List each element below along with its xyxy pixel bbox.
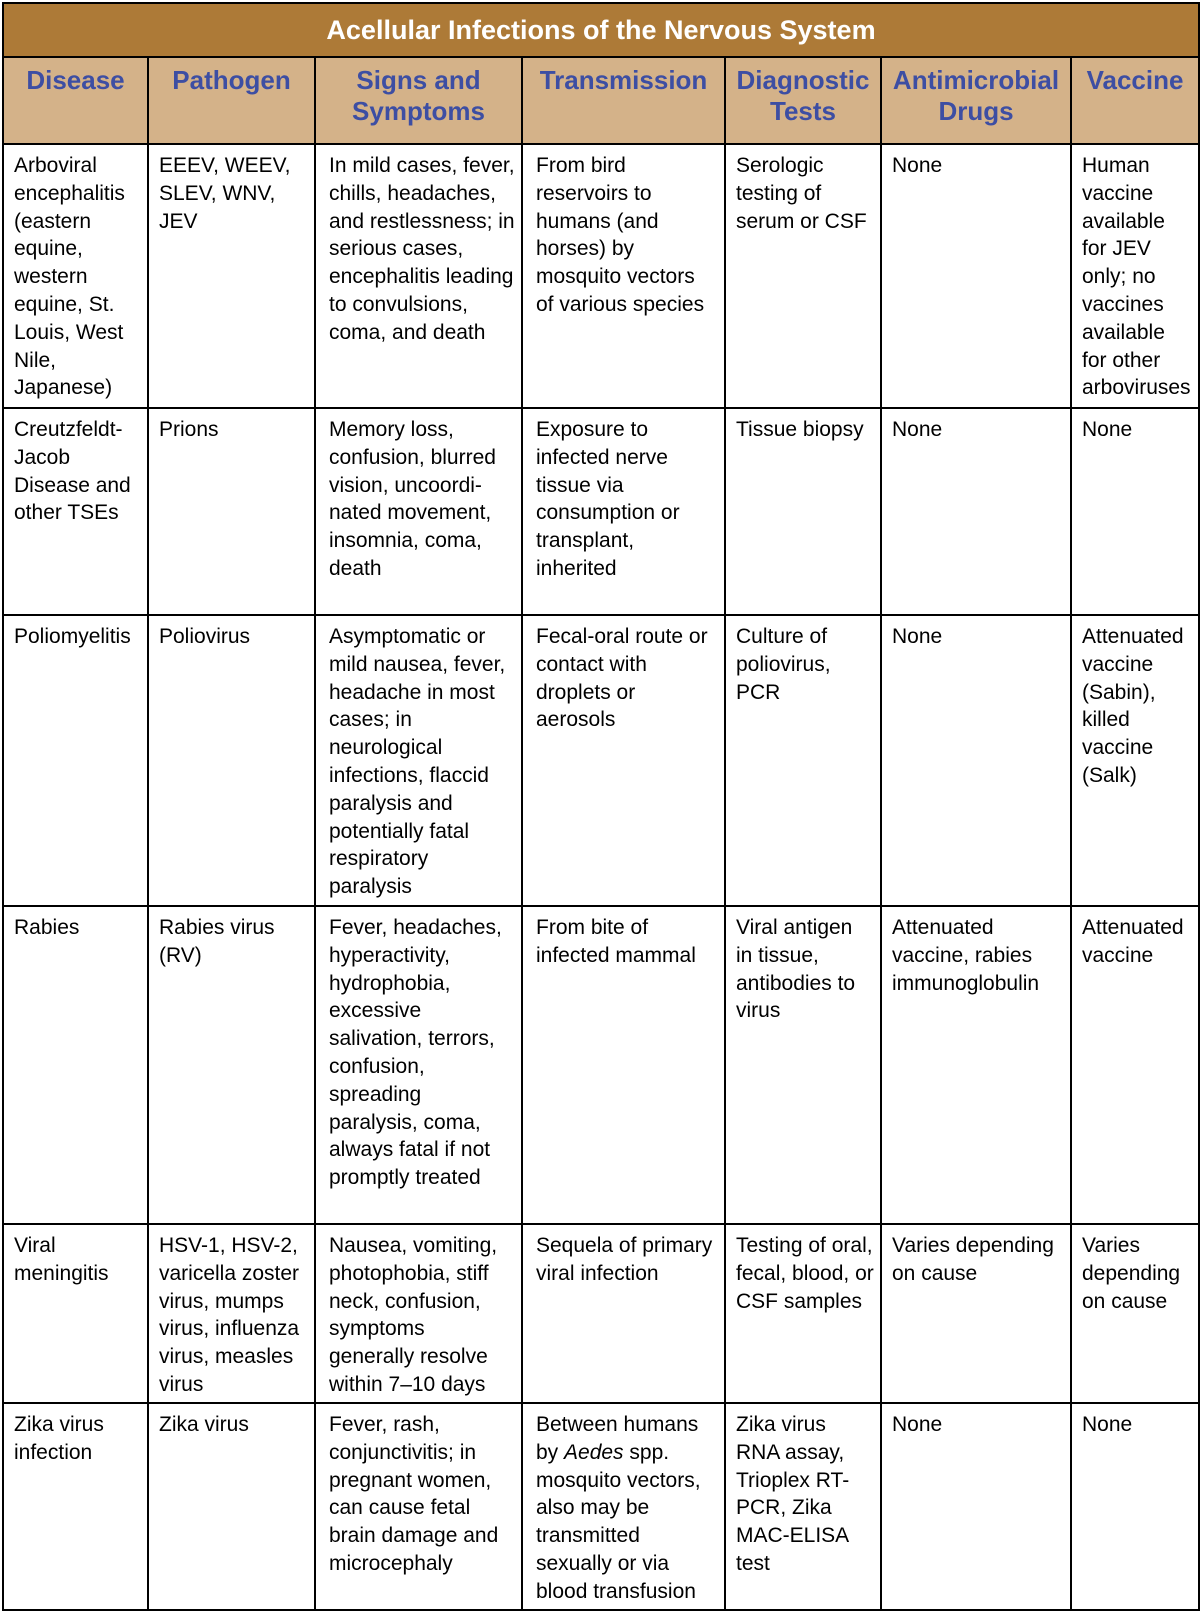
header-pathogen: Pathogen xyxy=(148,57,315,144)
cell-diagnostic-tests: Tissue biopsy xyxy=(725,408,881,615)
cell-transmission: Between humans by Aedes spp. mosquito vectors, also may be transmitted sexually or via blood transfusion xyxy=(522,1403,725,1610)
header-row xyxy=(3,57,1199,144)
header-transmission: Transmission xyxy=(522,57,725,144)
cell-signs-and-symptoms: Nausea, vomiting, photophobia, stiff neck, confusion, symptoms generally resolve within 7–10 days xyxy=(315,1224,522,1403)
cell-pathogen: HSV-1, HSV-2, varicella zoster virus, mumps virus, influenza virus, measles virus xyxy=(148,1224,315,1403)
table-row xyxy=(3,615,1199,906)
cell-signs-and-symptoms: Asymptomatic or mild nausea, fever, headache in most cases; in neurological infections, flaccid paralysis and potentially fatal respiratory paralysis xyxy=(315,615,522,906)
cell-diagnostic-tests: Serologic testing of serum or CSF xyxy=(725,144,881,408)
cell-antimicrobial-drugs: None xyxy=(881,1403,1071,1610)
cell-antimicrobial-drugs: None xyxy=(881,615,1071,906)
cell-transmission: Exposure to infected nerve tissue via consumption or transplant, inherited xyxy=(522,408,725,615)
cell-disease: Poliomyelitis xyxy=(3,615,148,906)
cell-antimicrobial-drugs: Varies depending on cause xyxy=(881,1224,1071,1403)
cell-disease: Zika virus infection xyxy=(3,1403,148,1610)
header-antimicrobial-drugs: Antimicrobial Drugs xyxy=(881,57,1071,144)
cell-vaccine: Varies depending on cause xyxy=(1071,1224,1199,1403)
cell-pathogen: Poliovirus xyxy=(148,615,315,906)
table-row xyxy=(3,1403,1199,1610)
table-row xyxy=(3,1224,1199,1403)
title-row xyxy=(3,3,1199,57)
table-title: Acellular Infections of the Nervous System xyxy=(3,3,1199,57)
cell-vaccine: None xyxy=(1071,1403,1199,1610)
cell-transmission: Fecal-oral route or contact with droplets or aerosols xyxy=(522,615,725,906)
cell-pathogen: Zika virus xyxy=(148,1403,315,1610)
cell-signs-and-symptoms: Fever, headaches, hyperactivity, hydrophobia, excessive salivation, terrors, confusion, spreading paralysis, coma, always fatal if not promptly treated xyxy=(315,906,522,1224)
header-signs-and-symptoms: Signs and Symptoms xyxy=(315,57,522,144)
cell-signs-and-symptoms: In mild cases, fever, chills, headaches, and restlessness; in serious cases, encephalitis leading to convulsions, coma, and death xyxy=(315,144,522,408)
header-diagnostic-tests: Diagnostic Tests xyxy=(725,57,881,144)
cell-diagnostic-tests: Testing of oral, fecal, blood, or CSF samples xyxy=(725,1224,881,1403)
cell-disease: Viral meningitis xyxy=(3,1224,148,1403)
cell-disease: Rabies xyxy=(3,906,148,1224)
cell-diagnostic-tests: Culture of poliovirus, PCR xyxy=(725,615,881,906)
cell-pathogen: Rabies virus (RV) xyxy=(148,906,315,1224)
cell-vaccine: Human vaccine available for JEV only; no vaccines available for other arboviruses xyxy=(1071,144,1199,408)
cell-transmission: Sequela of primary viral infection xyxy=(522,1224,725,1403)
cell-signs-and-symptoms: Memory loss, confusion, blurred vision, uncoordi-nated movement, insomnia, coma, death xyxy=(315,408,522,615)
table-row xyxy=(3,906,1199,1224)
infections-table-container xyxy=(2,2,1198,1611)
table-row xyxy=(3,408,1199,615)
cell-antimicrobial-drugs: None xyxy=(881,144,1071,408)
infections-table xyxy=(2,2,1200,1611)
cell-diagnostic-tests: Viral antigen in tissue, antibodies to virus xyxy=(725,906,881,1224)
genus-name: Aedes xyxy=(564,1440,624,1464)
cell-signs-and-symptoms: Fever, rash, conjunctivitis; in pregnant women, can cause fetal brain damage and microcephaly xyxy=(315,1403,522,1610)
table-row xyxy=(3,144,1199,408)
header-vaccine: Vaccine xyxy=(1071,57,1199,144)
cell-transmission: From bite of infected mammal xyxy=(522,906,725,1224)
cell-vaccine: None xyxy=(1071,408,1199,615)
cell-vaccine: Attenuated vaccine (Sabin), killed vaccine (Salk) xyxy=(1071,615,1199,906)
cell-diagnostic-tests: Zika virus RNA assay, Trioplex RT-PCR, Zika MAC-ELISA test xyxy=(725,1403,881,1610)
cell-transmission: From bird reservoirs to humans (and horses) by mosquito vectors of various species xyxy=(522,144,725,408)
cell-antimicrobial-drugs: Attenuated vaccine, rabies immunoglobulin xyxy=(881,906,1071,1224)
cell-vaccine: Attenuated vaccine xyxy=(1071,906,1199,1224)
cell-pathogen: Prions xyxy=(148,408,315,615)
cell-disease: Arboviral encephalitis (eastern equine, western equine, St. Louis, West Nile, Japanese) xyxy=(3,144,148,408)
header-disease: Disease xyxy=(3,57,148,144)
cell-pathogen: EEEV, WEEV, SLEV, WNV, JEV xyxy=(148,144,315,408)
cell-antimicrobial-drugs: None xyxy=(881,408,1071,615)
cell-disease: Creutzfeldt-Jacob Disease and other TSEs xyxy=(3,408,148,615)
